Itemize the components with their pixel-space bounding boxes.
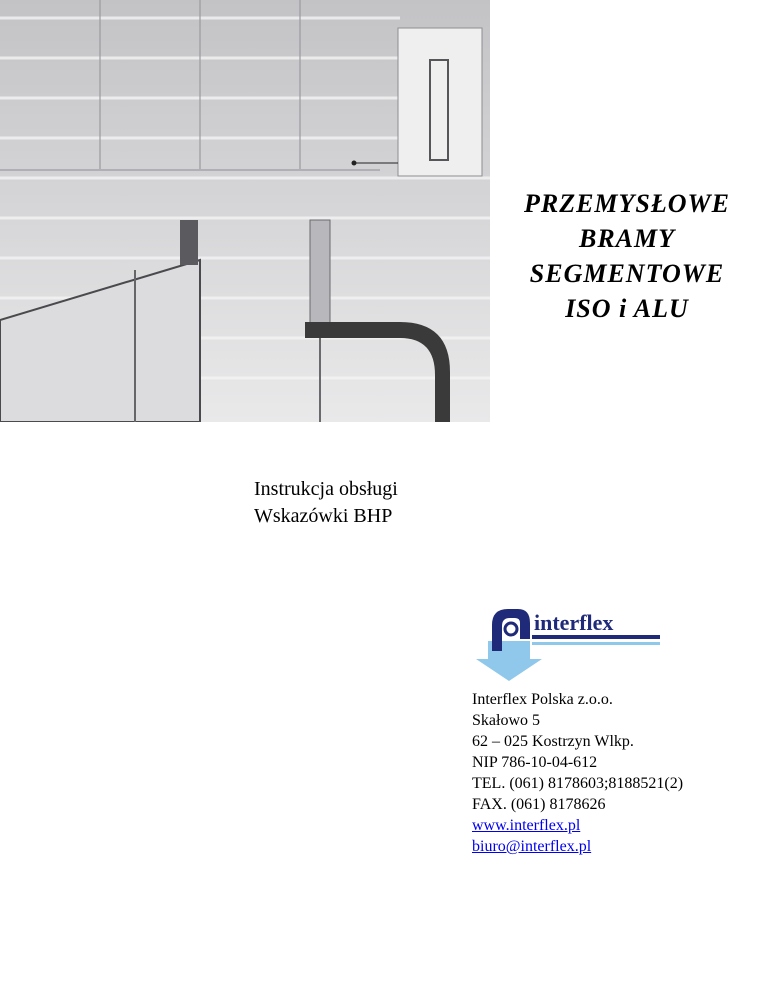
company-address: [472, 689, 683, 857]
subtitle-line: Instrukcja obsługi: [254, 478, 398, 500]
document-title: [492, 186, 762, 326]
phone-number: TEL. (061) 8178603;8188521(2): [472, 775, 684, 792]
postal-city: 62 – 025 Kostrzyn Wlkp.: [472, 733, 634, 750]
email-link[interactable]: biuro@interflex.pl: [472, 838, 592, 855]
company-name: Interflex Polska z.o.o.: [472, 691, 613, 708]
subtitle-line: Wskazówki BHP: [254, 505, 393, 527]
website-link[interactable]: www.interflex.pl: [472, 817, 581, 834]
title-line: ISO i ALU: [565, 294, 689, 323]
fax-number: FAX. (061) 8178626: [472, 796, 606, 813]
document-subtitle: [254, 476, 398, 530]
logo-text: interflex: [534, 610, 614, 635]
title-line: PRZEMYSŁOWE: [523, 189, 731, 218]
title-line: SEGMENTOWE: [529, 259, 725, 288]
cover-image: [0, 0, 490, 422]
nip-number: NIP 786-10-04-612: [472, 754, 598, 771]
interflex-logo-icon: [470, 603, 670, 683]
segmental-door-photo-icon: [0, 0, 490, 422]
street: Skałowo 5: [472, 712, 540, 729]
title-line: BRAMY: [578, 224, 676, 253]
interflex-logo: [470, 603, 670, 683]
